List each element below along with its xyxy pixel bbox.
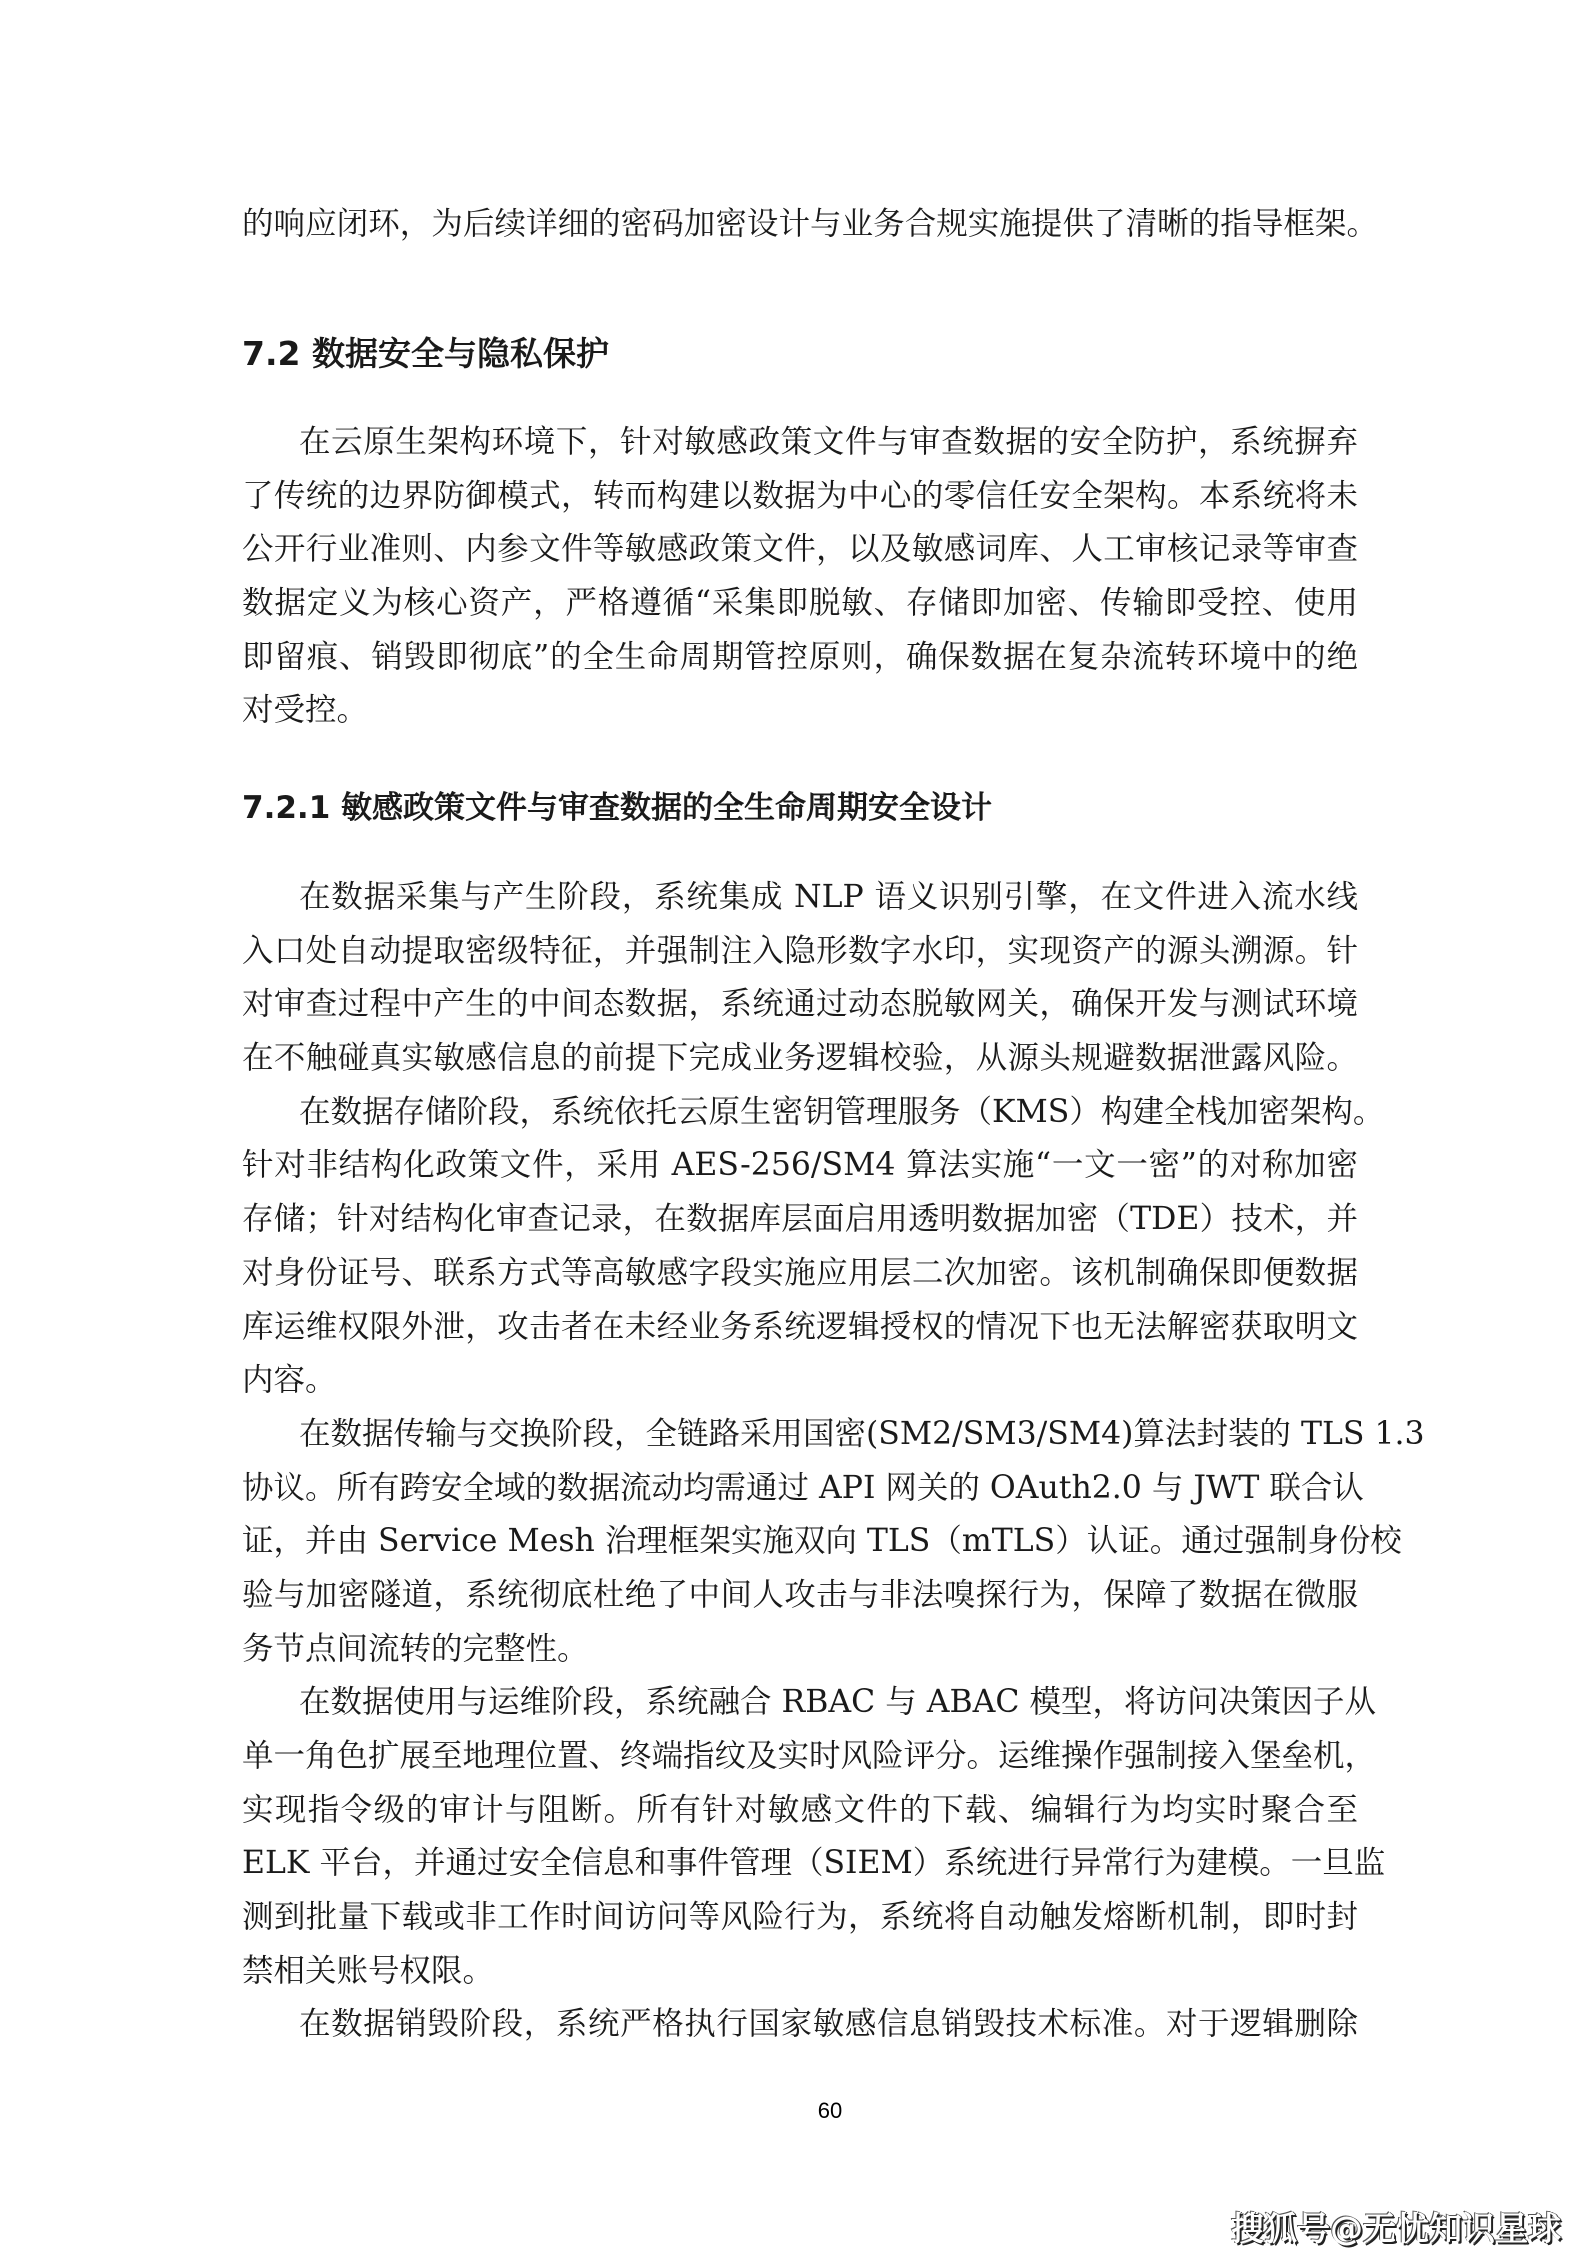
watermark: 搜狐号@无忧知识星球: [1231, 2209, 1561, 2248]
section-heading-7-2: 7.2 数据安全与隐私保护: [242, 334, 609, 373]
text-line: 数据定义为核心资产，严格遵循“采集即脱敏、存储即加密、传输即受控、使用: [242, 585, 1358, 622]
page-number: 60: [817, 2098, 843, 2123]
text-line: 禁相关账号权限。: [242, 1952, 495, 1989]
text-line: 单一角色扩展至地理位置、终端指纹及实时风险评分。运维操作强制接入堡垒机，: [242, 1738, 1377, 1774]
text-line: 库运维权限外泄，攻击者在未经业务系统逻辑授权的情况下也无法解密获取明文: [242, 1308, 1358, 1345]
text-line: 对身份证号、联系方式等高敏感字段实施应用层二次加密。该机制确保即便数据: [242, 1254, 1358, 1291]
section-7-2-body: [242, 416, 1358, 738]
text-line: 测到批量下载或非工作时间访问等风险行为，系统将自动触发熔断机制，即时封: [242, 1899, 1358, 1936]
text-line: 证，并由 Service Mesh 治理框架实施双向 TLS（mTLS）认证。通过强制身份校: [242, 1523, 1402, 1560]
section-7-2-1-body: [242, 871, 1425, 2052]
text-line: 的响应闭环，为后续详细的密码加密设计与业务合规实施提供了清晰的指导框架。: [242, 206, 1378, 242]
text-line: 对审查过程中产生的中间态数据，系统通过动态脱敏网关，确保开发与测试环境: [242, 986, 1358, 1023]
text-line: 协议。所有跨安全域的数据流动均需通过 API 网关的 OAuth2.0 与 JWT 联合认: [242, 1469, 1364, 1506]
text-line: 实现指令级的审计与阻断。所有针对敏感文件的下载、编辑行为均实时聚合至: [242, 1791, 1358, 1828]
text-line: 在云原生架构环境下，针对敏感政策文件与审查数据的安全防护，系统摒弃: [299, 424, 1358, 460]
section-heading-7-2-1: 7.2.1 敏感政策文件与审查数据的全生命周期安全设计: [242, 790, 993, 826]
text-line: 公开行业准则、内参文件等敏感政策文件，以及敏感词库、人工审核记录等审查: [242, 531, 1358, 568]
text-line: 入口处自动提取密级特征，并强制注入隐形数字水印，实现资产的源头溯源。针: [242, 932, 1358, 969]
text-line: 在不触碰真实敏感信息的前提下完成业务逻辑校验，从源头规避数据泄露风险。: [242, 1040, 1358, 1077]
text-line: 对受控。: [242, 692, 369, 729]
text-line: 务节点间流转的完整性。: [242, 1630, 589, 1667]
text-line: 了传统的边界防御模式，转而构建以数据为中心的零信任安全架构。本系统将未: [242, 477, 1358, 514]
text-line: 在数据采集与产生阶段，系统集成 NLP 语义识别引擎，在文件进入流水线: [299, 879, 1358, 915]
text-line: 在数据销毁阶段，系统严格执行国家敏感信息销毁技术标准。对于逻辑删除: [299, 2006, 1358, 2043]
text-line: 验与加密隧道，系统彻底杜绝了中间人攻击与非法嗅探行为，保障了数据在微服: [242, 1576, 1358, 1613]
text-line: 存储；针对结构化审查记录，在数据库层面启用透明数据加密（TDE）技术，并: [242, 1201, 1358, 1238]
text-line: ELK 平台，并通过安全信息和事件管理（SIEM）系统进行异常行为建模。一旦监: [242, 1845, 1386, 1882]
text-line: 在数据存储阶段，系统依托云原生密钥管理服务（KMS）构建全栈加密架构。: [299, 1093, 1385, 1130]
text-line: 即留痕、销毁即彻底”的全生命周期管控原则，确保数据在复杂流转环境中的绝: [242, 638, 1358, 675]
text-line: 在数据传输与交换阶段，全链路采用国密(SM2/SM3/SM4)算法封装的 TLS 1.3: [299, 1415, 1425, 1452]
intro-paragraph: [242, 198, 1378, 252]
text-line: 针对非结构化政策文件，采用 AES-256/SM4 算法实施“一文一密”的对称加密: [242, 1147, 1358, 1184]
text-line: 在数据使用与运维阶段，系统融合 RBAC 与 ABAC 模型，将访问决策因子从: [299, 1684, 1377, 1721]
text-line: 内容。: [242, 1362, 337, 1399]
